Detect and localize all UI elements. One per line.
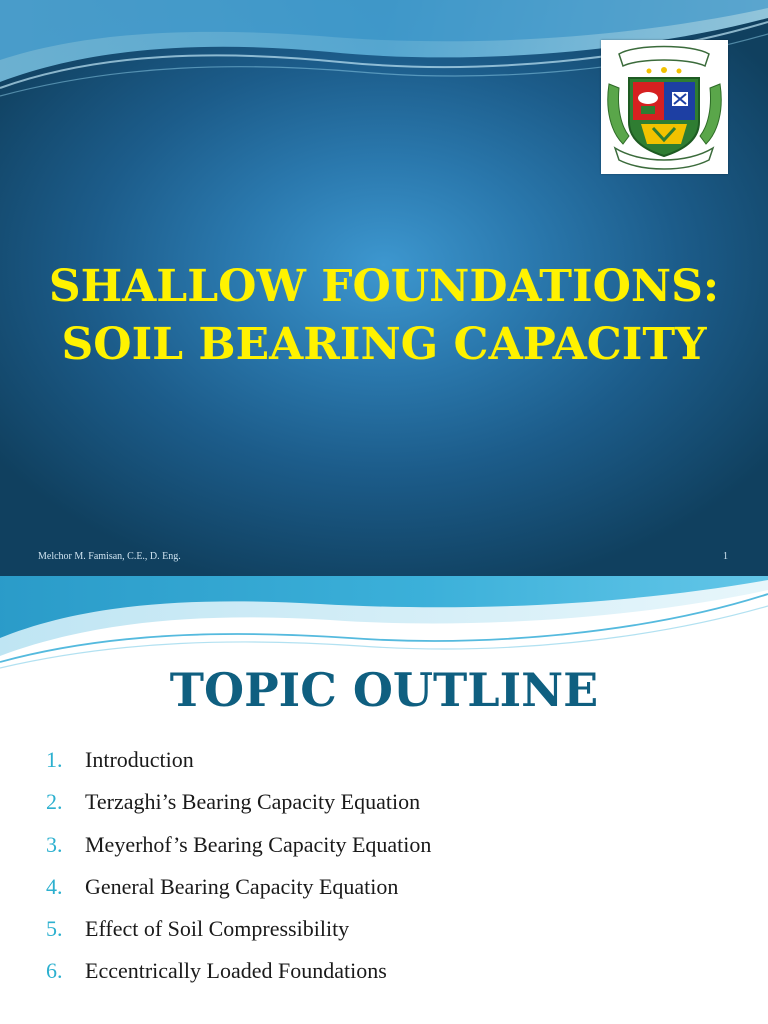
item-number: 2. — [46, 789, 63, 815]
item-label: Eccentrically Loaded Foundations — [85, 958, 387, 984]
list-item — [46, 739, 431, 781]
title-line-1: SHALLOW FOUNDATIONS: — [48, 261, 720, 312]
school-seal-logo — [601, 40, 728, 174]
item-number: 5. — [46, 916, 63, 942]
item-label: General Bearing Capacity Equation — [85, 873, 399, 899]
seal-icon — [601, 40, 728, 174]
item-label: Effect of Soil Compressibility — [85, 916, 350, 942]
slide-title — [0, 258, 768, 374]
decorative-wave — [0, 576, 768, 671]
list-item — [46, 781, 431, 823]
list-item — [46, 824, 431, 866]
item-label: Meyerhof’s Bearing Capacity Equation — [85, 831, 432, 857]
item-number: 4. — [46, 873, 63, 899]
list-item — [46, 908, 431, 950]
title-line-2: SOIL BEARING CAPACITY — [61, 319, 707, 370]
item-number: 3. — [46, 831, 63, 857]
list-item — [46, 866, 431, 908]
item-number: 6. — [46, 958, 63, 984]
item-label: Introduction — [85, 747, 194, 772]
outline-title: TOPIC OUTLINE — [169, 663, 599, 717]
item-label: Terzaghi’s Bearing Capacity Equation — [85, 789, 421, 815]
outline-slide — [0, 576, 768, 1024]
list-item — [46, 950, 431, 992]
footer-author: Melchor M. Famisan, C.E., D. Eng. — [38, 551, 181, 562]
item-number: 1. — [46, 747, 63, 772]
topic-list — [46, 739, 431, 993]
slide-number: 1 — [723, 551, 728, 562]
